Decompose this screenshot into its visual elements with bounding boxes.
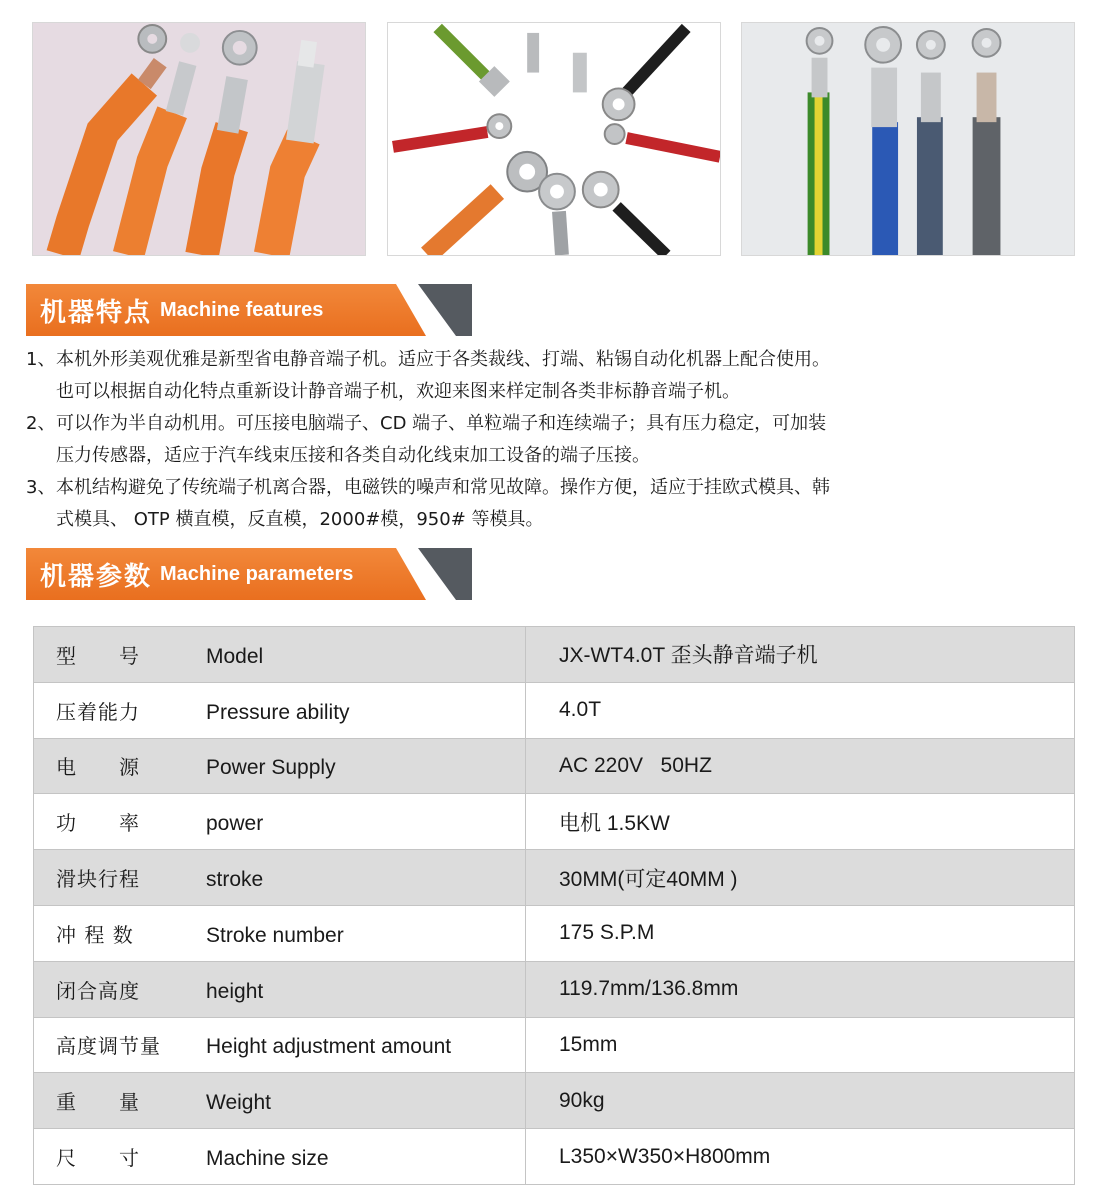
param-name-en: Machine size [206,1147,329,1171]
param-name-cn: 型 号 [56,643,140,668]
param-name-cn: 压着能力 [56,699,140,724]
feature-line: 压力传感器，适应于汽车线束压接和各类自动化线束加工设备的端子压接。 [56,445,650,466]
feature-line: 本机结构避免了传统端子机离合器，电磁铁的噪声和常见故障。操作方便，适应于挂欧式模具、韩 [56,477,830,498]
table-row [34,850,1075,906]
param-name-cn: 尺 寸 [56,1146,140,1171]
param-name-cn: 闭合高度 [56,978,140,1003]
param-name-cn: 高度调节量 [56,1034,161,1059]
param-value: 30MM(可定40MM ) [526,850,1075,906]
param-name-en: Stroke number [206,923,344,947]
banner-corner-decoration [418,284,472,336]
feature-item [26,344,1076,408]
table-row [34,794,1075,850]
param-value: 15mm [526,1017,1075,1073]
features-title-cn: 机器特点 [40,297,153,328]
param-value: 电机 1.5KW [526,794,1075,850]
param-name-cn: 冲 程 数 [56,922,134,947]
table-row [34,961,1075,1017]
table-row [34,627,1075,683]
param-value: 4.0T [526,682,1075,738]
feature-line: 也可以根据自动化特点重新设计静音端子机，欢迎来图来样定制各类非标静音端子机。 [56,381,740,402]
feature-number: 2、 [26,413,56,434]
table-row [34,1017,1075,1073]
param-name-en: Pressure ability [206,700,350,724]
feature-line: 本机外形美观优雅是新型省电静音端子机。适应于各类裁线、打端、粘锡自动化机器上配合使用。 [56,349,830,370]
param-value: AC 220V 50HZ [526,738,1075,794]
table-row [34,682,1075,738]
table-row [34,1073,1075,1129]
param-name-en: height [206,979,264,1003]
colored-cables-photo [741,22,1075,256]
parameters-banner [26,548,446,604]
param-name-cn: 功 率 [56,811,140,836]
param-name-en: Power Supply [206,756,336,780]
param-name-cn: 滑块行程 [56,867,140,892]
feature-line: 可以作为半自动机用。可压接电脑端子、CD 端子、单粒端子和连续端子；具有压力稳定，可加装 [56,413,827,434]
feature-item [26,408,1076,472]
param-value: 175 S.P.M [526,905,1075,961]
param-name-en: Model [206,644,264,668]
feature-line: 式模具、 OTP 横直模，反直模，2000#模，950# 等模具。 [56,509,544,530]
param-name-cn: 电 源 [56,755,140,780]
parameters-table [33,626,1075,1185]
param-value: 119.7mm/136.8mm [526,961,1075,1017]
table-row [34,1129,1075,1185]
feature-item [26,472,1076,536]
table-row [34,738,1075,794]
features-banner [26,284,446,340]
parameters-title-cn: 机器参数 [40,561,153,592]
orange-cables-photo [32,22,366,256]
param-name-en: Height adjustment amount [206,1035,452,1059]
param-name-cn: 重 量 [56,1090,140,1115]
param-value: JX-WT4.0T 歪头静音端子机 [526,627,1075,683]
param-value: L350×W350×H800mm [526,1129,1075,1185]
feature-number: 1、 [26,349,56,370]
table-row [34,905,1075,961]
param-name-en: power [206,812,264,836]
parameters-title-en: Machine parameters [160,562,354,585]
radial-terminals-photo [387,22,721,256]
features-title-en: Machine features [160,298,324,321]
features-list [26,344,1076,536]
feature-number: 3、 [26,477,56,498]
param-value: 90kg [526,1073,1075,1129]
param-name-en: Weight [206,1091,271,1115]
param-name-en: stroke [206,868,264,892]
banner-corner-decoration [418,548,472,600]
